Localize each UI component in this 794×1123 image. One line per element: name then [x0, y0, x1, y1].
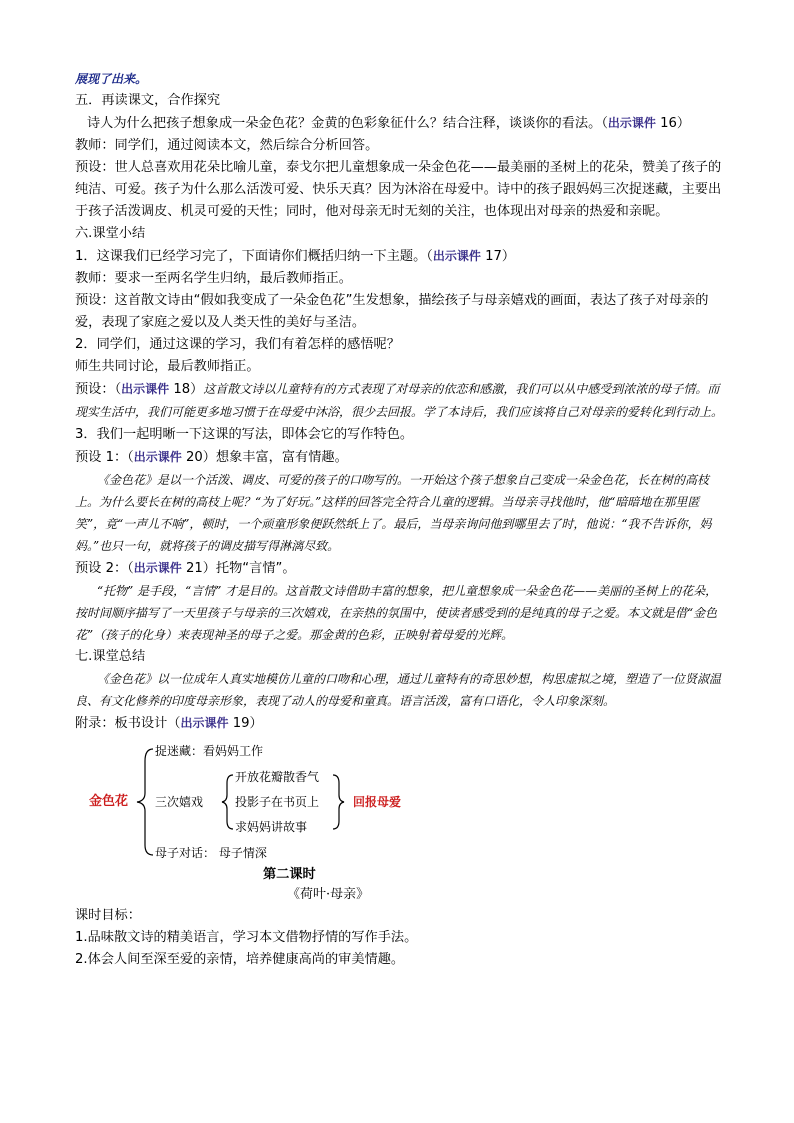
lesson-2-title: 第二课时: [263, 867, 316, 882]
goals-label: 课时目标：: [75, 908, 141, 923]
courseware-ref: 出示课件: [180, 716, 229, 730]
board-center: 金色花: [89, 794, 129, 809]
preset-2-heading: 预设 2：（出示课件 21）托物“言情”。: [75, 561, 296, 576]
teacher-line-5: 教师：同学们，通过阅读本文，然后综合分析回答。: [75, 138, 379, 153]
question-5: 诗人为什么把孩子想象成一朵金色花？金黄的色彩象征什么？结合注释，谈谈你的看法。（出示课件 16）: [87, 116, 691, 131]
preset-1-heading: 预设 1：（出示课件 20）想象丰富，富有情趣。: [75, 450, 348, 465]
appendix-heading: 附录：板书设计（出示课件 19）: [75, 716, 263, 731]
board-item-three-games: 三次嬉戏: [155, 795, 204, 809]
section-5-heading: 五．再读课文，合作探究: [75, 93, 221, 108]
board-sub-2: 投影子在书页上: [235, 795, 320, 809]
courseware-ref: 出示课件: [133, 450, 182, 464]
question-6-3: 3．我们一起明晰一下这课的写法，即体会它的写作特色。: [75, 427, 414, 442]
discussion-line: 师生共同讨论，最后教师指正。: [75, 359, 260, 374]
goal-1: 1.品味散文诗的精美语言，学习本文借物抒情的写作手法。: [75, 930, 418, 945]
teacher-line-6: 教师：要求一至两名学生归纳，最后教师指正。: [75, 271, 352, 286]
board-item-dialogue: 母子对话： 母子情深: [155, 846, 267, 860]
board-design: [75, 741, 725, 863]
courseware-ref: 出示课件: [133, 561, 182, 575]
section-6-heading: 六.课堂小结: [75, 226, 146, 241]
continued-line: 展现了出来。: [75, 72, 148, 86]
document-page: [75, 68, 725, 971]
board-sub-1: 开放花瓣散香气: [235, 770, 320, 784]
preset-6b: 预设：（出示课件 18）这首散文诗以儿童特有的方式表现了对母亲的依恋和感激，我们可以从中感受到浓浓的母子情。而现实生活中，我们可能更多地习惯于在母爱中沐浴，很少去回报。学了本诗后，我们应该将自己对母亲的爱转化到行动上。: [75, 382, 724, 419]
board-right: 回报母爱: [353, 795, 402, 809]
courseware-ref: 出示课件: [607, 116, 656, 130]
lesson-2-subtitle: 《荷叶·母亲》: [287, 887, 370, 902]
section-7-summary: 《金色花》以一位成年人真实地模仿儿童的口吻和心理，通过儿童特有的奇思妙想，构思虚拟之境，塑造了一位贤淑温良、有文化修养的印度母亲形象，表现了动人的母爱和童真。语言活泼，富有口语化，令人印象深刻。: [75, 672, 722, 708]
preset-1-text: 《金色花》是以一个活泼、调皮、可爱的孩子的口吻写的。一开始这个孩子想象自己变成一朵金色花，长在树的高枝上。为什么要长在树的高枝上呢？“为了好玩。”这样的回答完全符合儿童的逻辑。当母亲寻找他时，他“暗暗地在那里匿笑”，竟“一声儿不响”，顿时，一个顽童形象便跃然纸上了。最后，当母亲询问他到哪里去了时，他说：“我不告诉你，妈妈。”也只一句，就将孩子的调皮描写得淋漓尽致。: [75, 473, 712, 553]
section-7-heading: 七.课堂总结: [75, 649, 146, 664]
question-6-2: 2．同学们，通过这课的学习，我们有着怎样的感悟呢？: [75, 337, 400, 352]
board-sub-3: 求妈妈讲故事: [235, 820, 308, 834]
preset-2-text: “托物” 是手段，“言情” 才是目的。这首散文诗借助丰富的想象，把儿童想象成一朵金色花——美丽的圣树上的花朵，按时间顺序描写了一天里孩子与母亲的三次嬉戏，在亲热的氛围中，使读者感受到的是纯真的母子之爱。本文就是借“金色花”（孩子的化身）来表现神圣的母子之爱。那金黄的色彩，正映射着母爱的光辉。: [75, 584, 718, 642]
board-item-hide-seek: 捉迷藏：看妈妈工作: [155, 744, 264, 758]
preset-6: 预设：这首散文诗由“假如我变成了一朵金色花”生发想象，描绘孩子与母亲嬉戏的画面，表达了孩子对母亲的爱，表现了家庭之爱以及人类天性的美好与圣洁。: [75, 293, 709, 330]
courseware-ref: 出示课件: [432, 249, 481, 263]
courseware-ref: 出示课件: [121, 382, 170, 396]
goal-2: 2.体会人间至深至爱的亲情，培养健康高尚的审美情趣。: [75, 952, 405, 967]
question-6-1: 1．这课我们已经学习完了，下面请你们概括归纳一下主题。（出示课件 17）: [75, 249, 516, 264]
preset-5: 预设：世人总喜欢用花朵比喻儿童，泰戈尔把儿童想象成一朵金色花——最美丽的圣树上的花朵，赞美了孩子的纯洁、可爱。孩子为什么那么活泼可爱、快乐天真？因为沐浴在母爱中。诗中的孩子跟妈妈三次捉迷藏，主要出于孩子活泼调皮、机灵可爱的天性；同时，他对母亲无时无刻的关注，也体现出对母亲的热爱和亲昵。: [75, 160, 722, 219]
